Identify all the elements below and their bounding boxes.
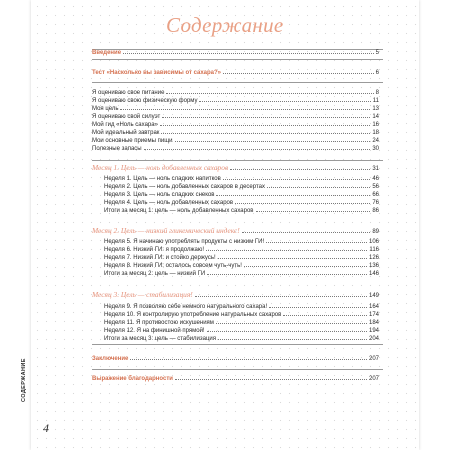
toc-entry-page: 14 — [372, 114, 379, 120]
toc-entry-page: 174 — [368, 312, 379, 318]
dot-leader — [175, 136, 371, 142]
toc-entry[interactable] — [104, 318, 379, 326]
dot-leader — [162, 112, 370, 118]
toc-entry[interactable] — [92, 120, 379, 128]
toc-entry[interactable] — [104, 310, 379, 318]
toc-entry-label: Я оцениваю свой силуэт — [92, 114, 161, 120]
dot-leader — [223, 174, 371, 180]
toc-entry-label: Итоги за месяц 2: цель — низкий ГИ — [104, 271, 206, 277]
dot-leader — [235, 198, 370, 204]
toc-entry-page: 106 — [368, 239, 379, 245]
section-divider — [92, 369, 383, 370]
toc-entry-page: 164 — [368, 304, 379, 310]
dot-leader — [244, 261, 367, 267]
toc-entry-month-2[interactable] — [92, 227, 379, 235]
toc-entry-label: Итоги за месяц 1: цель — ноль добавленных сахаров — [104, 208, 254, 214]
dot-leader — [199, 96, 370, 102]
toc-entry-page: 126 — [368, 255, 379, 261]
toc-entry-page: 56 — [372, 184, 379, 190]
dot-leader — [175, 374, 367, 380]
toc-entry-label: Я оцениваю свою физическую форму — [92, 98, 198, 104]
dot-leader — [266, 237, 367, 243]
dot-leader — [216, 190, 370, 196]
section-divider — [92, 160, 383, 161]
toc-entry-month-1[interactable] — [92, 164, 379, 172]
toc-entry-label: Неделя 9. Я позволяю себе немного натурального сахара! — [104, 304, 268, 310]
toc-entry-page: 11 — [372, 98, 379, 104]
toc-entry-acknowledgements[interactable] — [92, 374, 379, 382]
toc-entry[interactable] — [104, 206, 379, 214]
toc-entry-intro[interactable] — [92, 48, 379, 56]
toc-entry-page: 207 — [368, 376, 379, 382]
toc-entry-label: Неделя 8. Низкий ГИ: осталось совсем чуть-чуть! — [104, 263, 242, 269]
toc-entry-label: Неделя 1. Цель — ноль сладких напитков — [104, 176, 221, 182]
toc-entry-page: 149 — [368, 293, 379, 299]
section-divider — [92, 82, 383, 83]
dot-leader — [218, 334, 367, 340]
toc-entry-label: Итоги за месяц 3: цель — стабилизация — [104, 336, 217, 342]
toc-entry[interactable] — [104, 253, 379, 261]
toc-entry[interactable] — [104, 269, 379, 277]
toc-entry[interactable] — [92, 144, 379, 152]
toc-entry-page: 89 — [372, 229, 379, 235]
section-divider — [92, 59, 383, 60]
dot-leader — [120, 104, 370, 110]
toc-entry-label: Неделя 10. Я контролирую употребление натуральных сахаров — [104, 312, 282, 318]
toc-entry-page: 146 — [368, 271, 379, 277]
toc-entry-label: Неделя 2. Цель — ноль добавленных сахаров в десертах — [104, 184, 265, 190]
dot-leader — [230, 164, 370, 170]
dot-leader — [267, 182, 370, 188]
dot-leader — [207, 326, 367, 332]
dot-leader — [195, 291, 367, 297]
toc-entry-label: Неделя 6. Низкий ГИ: я продолжаю! — [104, 247, 205, 253]
toc-entry[interactable] — [104, 182, 379, 190]
dot-leader — [283, 310, 367, 316]
toc-entry-label: Месяц 3. Цель — стабилизация! — [92, 290, 193, 299]
toc-entry-label: Неделя 12. Я на финишной прямой! — [104, 328, 205, 334]
dot-leader — [166, 88, 373, 94]
toc-entry[interactable] — [92, 88, 379, 96]
toc-entry-conclusion[interactable] — [92, 354, 379, 362]
page-number: 4 — [43, 421, 49, 435]
toc-entry-page: 116 — [369, 247, 379, 253]
toc-entry-label: Неделя 5. Я начинаю употреблять продукты с низким ГИ! — [104, 239, 265, 245]
page-title: Содержание — [166, 13, 284, 37]
toc-entry-label: Полезные запасы — [92, 146, 142, 152]
toc-entry-month-3[interactable] — [92, 291, 379, 299]
toc-entry-label: Неделя 3. Цель — ноль сладких снеков — [104, 192, 215, 198]
toc-entry-page: 204 — [368, 336, 379, 342]
toc-entry-page: 31 — [372, 166, 379, 172]
toc-entry-page: 6 — [375, 70, 379, 76]
dot-leader — [256, 206, 371, 212]
toc-entry-label: Я оцениваю свое питание — [92, 90, 165, 96]
toc-entry-page: 136 — [368, 263, 379, 269]
toc-entry-label: Мои основные приемы пищи — [92, 138, 173, 144]
toc-entry-page: 24 — [372, 138, 379, 144]
toc-entry-page: 8 — [375, 90, 379, 96]
dot-leader — [144, 144, 371, 150]
toc-entry-test[interactable] — [92, 68, 379, 76]
toc-entry-page: 66 — [372, 192, 379, 198]
dot-leader — [123, 48, 374, 54]
dot-leader — [206, 245, 367, 251]
toc-entry-label: Мой идеальный завтрак — [92, 130, 160, 136]
toc-entry-page: 30 — [372, 146, 379, 152]
dot-leader — [161, 128, 370, 134]
toc-entry[interactable] — [104, 334, 379, 342]
toc-entry-label: Введение — [92, 50, 122, 56]
toc-entry[interactable] — [104, 326, 379, 334]
toc-entry[interactable] — [104, 261, 379, 269]
toc-entry-label: Тест «Насколько вы зависимы от сахара?» — [92, 70, 222, 76]
toc-entry-label: Месяц 2. Цель — низкий гликемический индекс! — [92, 226, 240, 235]
toc-entry-label: Выражение благодарности — [92, 376, 173, 382]
toc-entry-label: Заключение — [92, 356, 129, 362]
toc-entry[interactable] — [92, 128, 379, 136]
toc-entry[interactable] — [104, 302, 379, 310]
toc-entry-page: 16 — [372, 122, 379, 128]
side-running-head: СОДЕРЖАНИЕ — [21, 358, 27, 402]
toc-entry-label: Неделя 11. Я противостою искушениям — [104, 320, 214, 326]
toc-entry-page: 18 — [372, 130, 379, 136]
dot-leader — [216, 318, 367, 324]
dot-leader — [223, 68, 374, 74]
toc-entry-page: 13 — [372, 106, 379, 112]
toc-entry[interactable] — [92, 136, 379, 144]
toc-entry-page: 5 — [375, 50, 379, 56]
dot-leader — [207, 269, 367, 275]
dot-leader — [218, 253, 367, 259]
toc-entry[interactable] — [104, 245, 379, 253]
toc-entry-page: 76 — [372, 200, 379, 206]
toc-entry-label: Мой гид «Ноль сахара» — [92, 122, 158, 128]
toc-entry[interactable] — [104, 237, 379, 245]
toc-entry[interactable] — [92, 112, 379, 120]
toc-entry-page: 207 — [368, 356, 379, 362]
toc-entry-page: 184 — [368, 320, 379, 326]
toc-entry[interactable] — [92, 104, 379, 112]
toc-entry-label: Месяц 1. Цель — ноль добавленных сахаров — [92, 163, 229, 172]
toc-entry[interactable] — [104, 174, 379, 182]
toc-entry[interactable] — [104, 198, 379, 206]
toc-entry[interactable] — [104, 190, 379, 198]
toc-entry-page: 46 — [372, 176, 379, 182]
dot-leader — [160, 120, 370, 126]
toc-entry-page: 194 — [368, 328, 379, 334]
toc-entry[interactable] — [92, 96, 379, 104]
dot-leader — [269, 302, 367, 308]
toc-entry-label: Неделя 7. Низкий ГИ: и стойко держусь! — [104, 255, 216, 261]
dot-leader — [130, 354, 367, 360]
section-divider — [92, 344, 383, 345]
toc-entry-page: 86 — [372, 208, 379, 214]
toc-entry-label: Моя цель — [92, 106, 119, 112]
toc-entry-label: Неделя 4. Цель — ноль добавленных сахаров — [104, 200, 234, 206]
dot-leader — [242, 227, 371, 233]
